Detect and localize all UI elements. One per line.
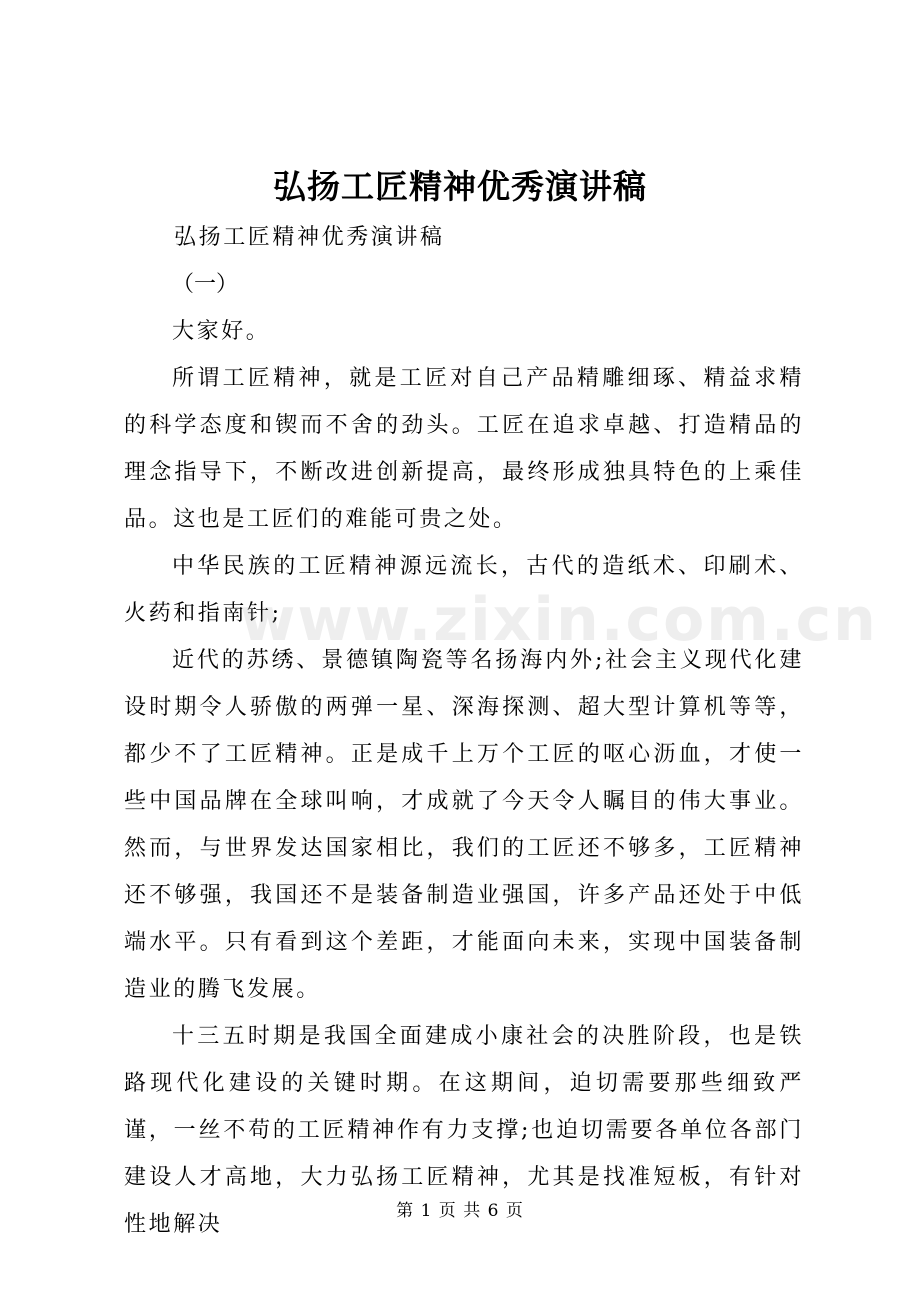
body-paragraph-2: 中华民族的工匠精神源远流长，古代的造纸术、印刷术、火药和指南针; <box>124 554 804 626</box>
body-paragraph-3: 近代的苏绣、景德镇陶瓷等名扬海内外;社会主义现代化建设时期令人骄傲的两弹一星、深海探测、超大型计算机等等，都少不了工匠精神。正是成千上万个工匠的呕心沥血，才使一些中国品牌在全球叫响，才成就了今天令人瞩目的伟大事业。然而，与世界发达国家相比，我们的工匠还不够多，工匠精神还不够强，我国还不是装备制造业强国，许多产品还处于中低端水平。只有看到这个差距，才能面向未来，实现中国装备制造业的腾飞发展。 <box>124 648 804 1002</box>
body-paragraph-1: 所谓工匠精神，就是工匠对自己产品精雕细琢、精益求精的科学态度和锲而不舍的劲头。工匠在追求卓越、打造精品的理念指导下，不断改进创新提高，最终形成独具特色的上乘佳品。这也是工匠们的难能可贵之处。 <box>124 366 804 532</box>
page-footer: 第 1 页 共 6 页 <box>396 1201 524 1221</box>
document-body <box>124 214 878 1248</box>
document-title: 弘扬工匠精神优秀演讲稿 <box>273 167 647 206</box>
subtitle-paragraph: 弘扬工匠精神优秀演讲稿 <box>174 225 445 250</box>
body-paragraph-4: 十三五时期是我国全面建成小康社会的决胜阶段，也是铁路现代化建设的关键时期。在这期间，迫切需要那些细致严谨，一丝不苟的工匠精神作有力支撑;也迫切需要各单位各部门建设人才高地，大力弘扬工匠精神，尤其是找准短板，有针对性地解决 <box>124 1024 804 1237</box>
greeting-paragraph: 大家好。 <box>172 319 271 344</box>
section-number: （一） <box>172 272 239 297</box>
watermark: www.zixin.com.cn <box>240 585 878 655</box>
